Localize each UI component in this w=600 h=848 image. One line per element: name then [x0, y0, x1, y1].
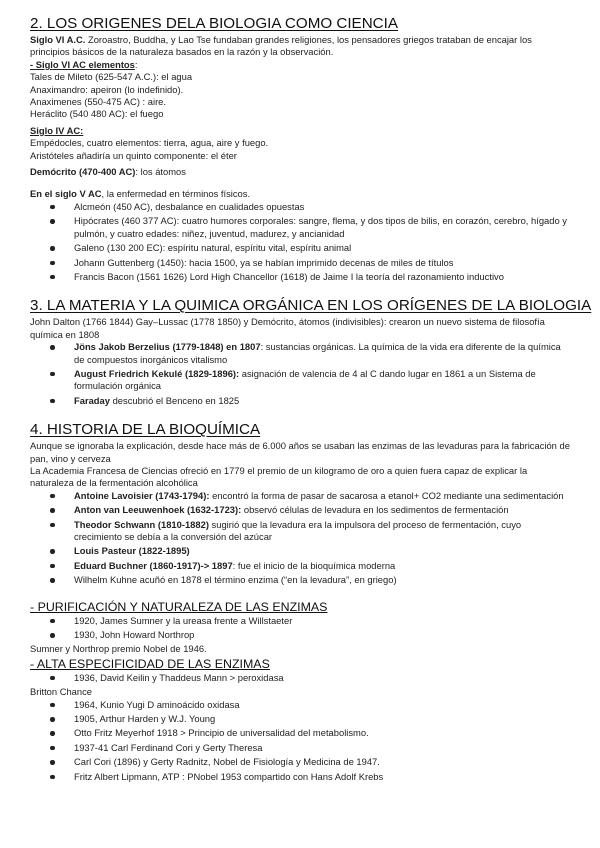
- list-item: Galeno (130 200 EC): espíritu natural, espíritu vital, espíritu animal: [74, 242, 570, 256]
- list-item: 1905, Arthur Harden y W.J. Young: [74, 713, 570, 727]
- list-item-text: encontró la forma de pasar de sacarosa a etanol+ CO2 mediante una sedimentación: [209, 489, 564, 501]
- list-item: Fritz Albert Lipmann, ATP : PNobel 1953 compartido con Hans Adolf Krebs: [74, 771, 570, 785]
- list-item: 1936, David Keilin y Thaddeus Mann > peroxidasa: [74, 672, 570, 686]
- list-item-text: Wilhelm Kuhne acuñó en 1878 el término enzima (“en la levadura”, en griego): [74, 574, 397, 586]
- s2-intro-term: Siglo VI A.C.: [30, 34, 86, 45]
- s4-para-1: Aunque se ignoraba la explicación, desde hace más de 6.000 años se usaban las enzimas de las levaduras para la fabricación de pan, vino y cerveza: [30, 440, 570, 464]
- s2-democrito: [30, 166, 570, 178]
- list-item-text: : sustancias orgánicas. La química de la vida era diferente de la química de compuestos inorgánicos vitalismo: [74, 341, 561, 365]
- s2-element: Anaximandro: apeiron (lo indefinido).: [30, 83, 184, 95]
- list-item: Francis Bacon (1561 1626) Lord High Chancellor (1618) de Jaime I la teoría del razonamiento inductivo: [74, 271, 570, 285]
- s2-intro: [30, 34, 570, 59]
- alta-line: Britton Chance: [30, 686, 93, 698]
- s2-element: Anaximenes (550-475 AC) : aire.: [30, 96, 167, 108]
- purificacion-bullet-list: [30, 615, 570, 644]
- list-item: 1930, John Howard Northrop: [74, 629, 570, 643]
- purificacion-after: Sumner y Northrop premio Nobel de 1946.: [30, 643, 207, 655]
- s2-iv-heading: Siglo IV AC:: [30, 124, 84, 136]
- s2-iv-line: Aristóteles añadiría un quinto componente: el éter: [30, 149, 237, 161]
- list-item-text: observó células de levadura en los sedimentos de fermentación: [241, 504, 509, 516]
- s2-iv-line: Empédocles, cuatro elementos: tierra, agua, aire y fuego.: [30, 137, 269, 149]
- list-item: [74, 560, 570, 574]
- s2-v-term: En el siglo V AC: [30, 188, 102, 200]
- list-item: [74, 545, 570, 559]
- list-item-term: Louis Pasteur (1822-1895): [74, 545, 190, 557]
- list-item-term: Eduard Buchner (1860-1917)-> 1897: [74, 559, 233, 571]
- s2-elements-heading: - Siglo VI AC elementos: [30, 58, 135, 70]
- list-item-term: August Friedrich Kekulé (1829-1896):: [74, 367, 240, 379]
- list-item: Hipócrates (460 377 AC): cuatro humores corporales: sangre, flema, y dos tipos de bilis, en corazón, cerebro, hígado y pulmón, y cuatro edades: niñez, juventud, madurez, y ancianidad: [74, 215, 570, 242]
- list-item: 1937-41 Carl Ferdinand Cori y Gerty Theresa: [74, 742, 570, 756]
- list-item: [74, 490, 570, 504]
- alta-especificidad-title: - ALTA ESPECIFICIDAD DE LAS ENZIMAS: [30, 656, 270, 671]
- section-4-title: 4. HISTORIA DE LA BIOQUÍMICA: [30, 421, 261, 439]
- s2-element: Heráclito (540 480 AC): el fuego: [30, 108, 164, 120]
- s4-para-2: La Academia Francesa de Ciencias ofreció en 1779 el premio de un kilogramo de oro a quien fuera capaz de explicar la naturaleza de la fermentación alcohólica: [30, 464, 528, 489]
- list-item-text: sugirió que la levadura era la impulsora del proceso de fermentación, cuyo crecimiento se debía a la conversión del azúcar: [74, 518, 522, 542]
- s4-bullet-list: [30, 490, 570, 589]
- s2-element: Tales de Mileto (625-547 A.C.): el agua: [30, 71, 193, 83]
- alta-bullet-list-2: [30, 699, 570, 785]
- s3-bullet-list: [30, 341, 570, 409]
- section-2-title: 2. LOS ORIGENES DELA BIOLOGIA COMO CIENCIA: [30, 15, 398, 32]
- list-item-text: descubrió el Benceno en 1825: [109, 394, 240, 406]
- s2-v-text: , la enfermedad en términos físicos.: [101, 188, 251, 200]
- list-item: [74, 519, 570, 546]
- s2-democrito-term: Demócrito (470-400 AC): [30, 166, 136, 178]
- s2-iv-heading-line: [30, 125, 570, 137]
- list-item-term: Faraday: [74, 394, 110, 406]
- list-item: 1920, James Sumner y la ureasa frente a Willstaeter: [74, 615, 570, 629]
- list-item-term: Anton van Leeuwenhoek (1632-1723):: [74, 504, 242, 516]
- list-item: 1964, Kunio Yugi D aminoácido oxidasa: [74, 699, 570, 713]
- list-item: [74, 574, 570, 588]
- list-item: [74, 504, 570, 518]
- s2-elements-heading-suffix: :: [134, 58, 138, 70]
- s3-intro: John Dalton (1766 1844) Gay–Lussac (1778 1850) y Demócrito, átomos (indivisibles): crearon un nuevo sistema de filosofía química en 1808: [30, 316, 545, 340]
- list-item: [74, 341, 570, 368]
- list-item-term: Jöns Jakob Berzelius (1779-1848) en 1807: [74, 341, 261, 353]
- list-item-term: Theodor Schwann (1810-1882): [74, 518, 209, 530]
- list-item-text: : fue el inicio de la bioquímica moderna: [232, 559, 396, 571]
- purificacion-title: - PURIFICACIÓN Y NATURALEZA DE LAS ENZIMAS: [30, 599, 328, 614]
- list-item: Johann Guttenberg (1450): hacia 1500, ya se habían imprimido decenas de miles de títulos: [74, 257, 570, 271]
- list-item-term: Antoine Lavoisier (1743-1794):: [74, 489, 210, 501]
- alta-bullet-list-1: [30, 672, 570, 686]
- section-3-title: 3. LA MATERIA Y LA QUIMICA ORGÁNICA EN LOS ORÍGENES DE LA BIOLOGIA: [30, 297, 592, 315]
- s2-bullet-list: [30, 201, 570, 285]
- list-item-text: asignación de valencia de 4 al C dando lugar en 1861 a un Sistema de formulación orgánica: [74, 367, 536, 392]
- list-item: Otto Fritz Meyerhof 1918 > Principio de universalidad del metabolismo.: [74, 727, 570, 741]
- list-item: Carl Cori (1896) y Gerty Radnitz, Nobel de Fisiología y Medicina de 1947.: [74, 756, 570, 770]
- list-item: [74, 368, 570, 395]
- s2-elements-heading-line: [30, 59, 570, 71]
- s2-siglo-v: [30, 188, 570, 200]
- list-item: Alcmeón (450 AC), desbalance en cualidades opuestas: [74, 201, 570, 215]
- s2-democrito-text: : los átomos: [135, 166, 186, 178]
- list-item: [74, 395, 570, 409]
- s2-intro-text: Zoroastro, Buddha, y Lao Tse fundaban grandes religiones, los pensadores griegos trataban de encajar los principios básicos de la naturaleza basados en la razón y la observación.: [30, 34, 532, 58]
